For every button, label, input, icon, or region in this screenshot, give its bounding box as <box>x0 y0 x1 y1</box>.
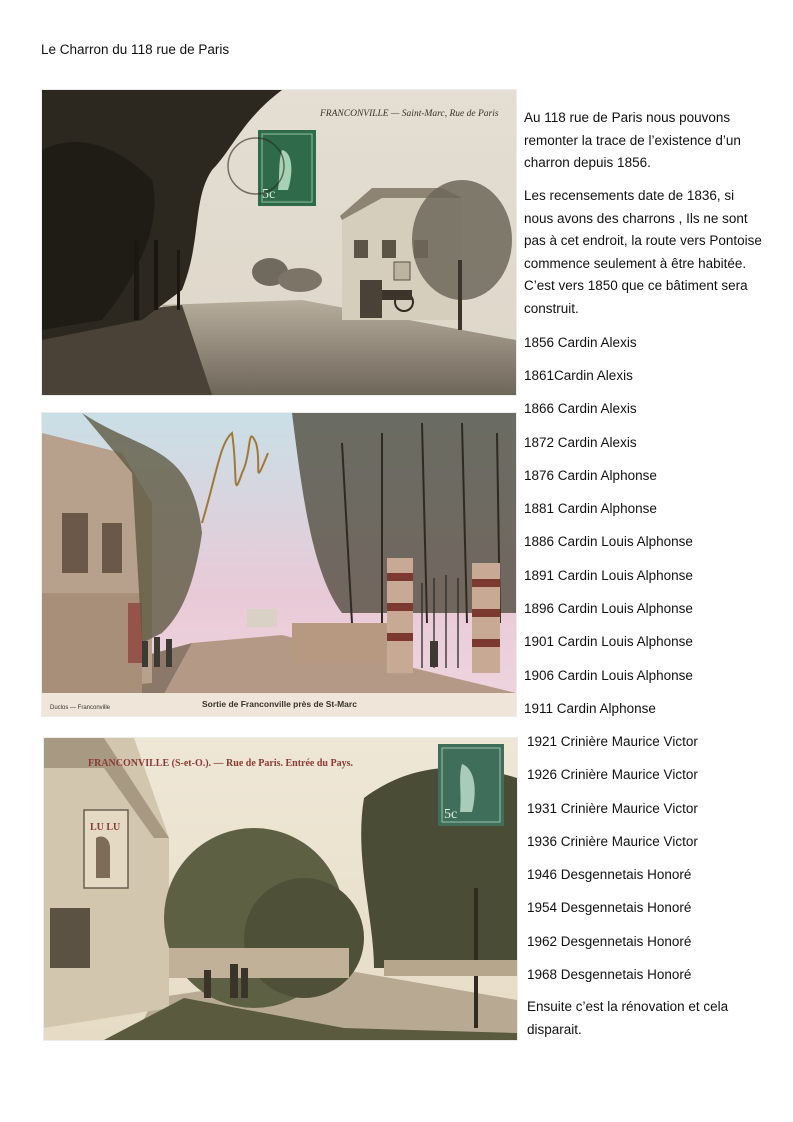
postcard-2-caption: Sortie de Franconville près de St-Marc <box>202 699 357 709</box>
census-entry: 1926 Crinière Maurice Victor <box>527 767 698 782</box>
postcard-photo-3 <box>44 738 517 1040</box>
census-entry: 1906 Cardin Louis Alphonse <box>524 668 693 683</box>
postcard-2-image <box>42 413 516 716</box>
page-title: Le Charron du 118 rue de Paris <box>41 42 230 57</box>
postcard-3-sign: LU LU <box>90 822 121 833</box>
intro-paragraph-2 <box>524 185 764 320</box>
census-entry: 1921 Crinière Maurice Victor <box>527 734 698 749</box>
census-entry: 1896 Cardin Louis Alphonse <box>524 601 693 616</box>
census-entry: 1901 Cardin Louis Alphonse <box>524 634 693 649</box>
postcard-photo-1 <box>42 90 516 395</box>
census-entry: 1911 Cardin Alphonse <box>524 701 656 716</box>
census-entry: 1881 Cardin Alphonse <box>524 501 657 516</box>
svg-text:5c: 5c <box>444 807 458 822</box>
intro-text-1: Au 118 rue de Paris nous pouvons remonter la trace de l’existence d’un charron depuis 1856. <box>524 110 741 170</box>
census-entry: 1946 Desgennetais Honoré <box>527 867 692 882</box>
postcard-1-image <box>42 90 516 395</box>
postcard-2-publisher: Duclos — Franconville <box>50 705 111 711</box>
postage-stamp-icon-2 <box>438 744 504 826</box>
census-entry: 1931 Crinière Maurice Victor <box>527 801 698 816</box>
postcard-photo-2 <box>42 413 516 716</box>
census-entry: 1872 Cardin Alexis <box>524 435 637 450</box>
census-entry: 1954 Desgennetais Honoré <box>527 900 692 915</box>
census-entry: 1876 Cardin Alphonse <box>524 468 657 483</box>
postcard-1-caption: FRANCONVILLE — Saint-Marc, Rue de Paris <box>320 109 499 119</box>
census-entry: 1866 Cardin Alexis <box>524 401 637 416</box>
postcard-3-image <box>44 738 517 1040</box>
census-entry: 1886 Cardin Louis Alphonse <box>524 534 693 549</box>
census-entry: 1861Cardin Alexis <box>524 368 633 383</box>
postage-stamp-icon <box>258 130 316 206</box>
census-entry: 1856 Cardin Alexis <box>524 335 637 350</box>
census-entry: 1962 Desgennetais Honoré <box>527 934 692 949</box>
closing-paragraph: Ensuite c’est la rénovation et cela disparait. <box>527 999 729 1037</box>
census-entry: 1891 Cardin Louis Alphonse <box>524 568 693 583</box>
census-entry: 1968 Desgennetais Honoré <box>527 967 692 982</box>
postcard-3-caption: FRANCONVILLE (S-et-O.). — Rue de Paris. Entrée du Pays. <box>88 758 353 769</box>
svg-text:5c: 5c <box>262 187 276 202</box>
census-entry: 1936 Crinière Maurice Victor <box>527 834 698 849</box>
intro-text-2: Les recensements date de 1836, si nous avons des charrons , Ils ne sont pas à cet endroit, la route vers Pontoise commence seulement à être habitée. C’est vers 1850 que ce bâtiment sera construit. <box>524 188 762 316</box>
intro-paragraph-1 <box>524 107 764 175</box>
